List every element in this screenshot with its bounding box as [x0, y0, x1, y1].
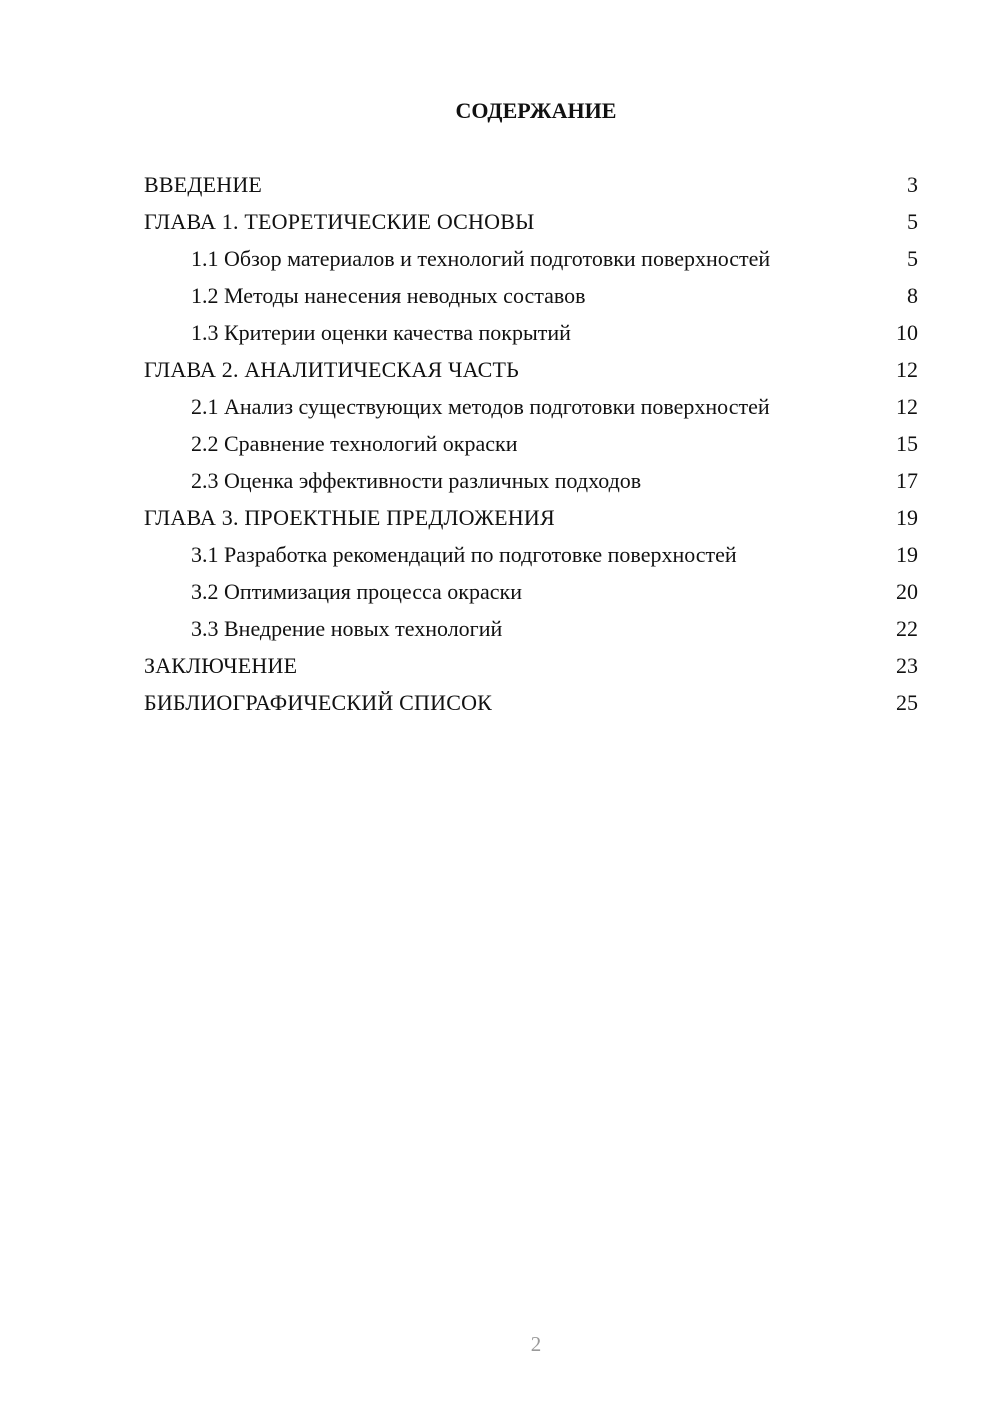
- toc-entry-section-3-2[interactable]: [144, 575, 918, 612]
- toc-entry-title: 2.1 Анализ существующих методов подготовки поверхностей: [191, 394, 770, 419]
- toc-entry-page: 12: [896, 357, 918, 382]
- toc-entry-page: 19: [896, 542, 918, 567]
- toc-entry-section-3-1[interactable]: [144, 538, 918, 575]
- toc-entry-section-2-1[interactable]: [144, 390, 918, 427]
- toc-entry-title: БИБЛИОГРАФИЧЕСКИЙ СПИСОК: [144, 690, 493, 715]
- toc-entry-page: 3: [907, 172, 918, 197]
- toc-entry-chapter-3[interactable]: [144, 501, 918, 538]
- toc-entry-conclusion[interactable]: [144, 649, 918, 686]
- toc-entry-page: 10: [896, 320, 918, 345]
- toc-entry-page: 12: [896, 394, 918, 419]
- toc-entry-title: 2.3 Оценка эффективности различных подходов: [191, 468, 642, 493]
- page-number: 2: [530, 1332, 542, 1356]
- toc-entry-page: 8: [907, 283, 918, 308]
- toc-entry-page: 5: [907, 209, 918, 234]
- table-of-contents: [144, 168, 918, 723]
- toc-entry-page: 20: [896, 579, 918, 604]
- toc-entry-title: 3.3 Внедрение новых технологий: [191, 616, 503, 641]
- toc-entry-chapter-2[interactable]: [144, 353, 918, 390]
- toc-entry-section-1-1[interactable]: [144, 242, 918, 279]
- toc-entry-page: 22: [896, 616, 918, 641]
- toc-entry-title: ГЛАВА 2. АНАЛИТИЧЕСКАЯ ЧАСТЬ: [144, 357, 519, 382]
- toc-entry-title: 2.2 Сравнение технологий окраски: [191, 431, 518, 456]
- toc-entry-section-2-2[interactable]: [144, 427, 918, 464]
- toc-entry-page: 17: [896, 468, 918, 493]
- page-title: СОДЕРЖАНИЕ: [455, 98, 617, 123]
- toc-entry-section-2-3[interactable]: [144, 464, 918, 501]
- toc-entry-title: ГЛАВА 1. ТЕОРЕТИЧЕСКИЕ ОСНОВЫ: [144, 209, 535, 234]
- toc-entry-title: 1.2 Методы нанесения неводных составов: [191, 283, 586, 308]
- toc-entry-title: ГЛАВА 3. ПРОЕКТНЫЕ ПРЕДЛОЖЕНИЯ: [144, 505, 555, 530]
- toc-entry-page: 15: [896, 431, 918, 456]
- toc-entry-page: 5: [907, 246, 918, 271]
- toc-entry-title: ЗАКЛЮЧЕНИЕ: [144, 653, 298, 678]
- toc-entry-page: 19: [896, 505, 918, 530]
- toc-entry-page: 25: [896, 690, 918, 715]
- toc-entry-section-1-2[interactable]: [144, 279, 918, 316]
- toc-entry-chapter-1[interactable]: [144, 205, 918, 242]
- toc-entry-introduction[interactable]: [144, 168, 918, 205]
- toc-entry-title: ВВЕДЕНИЕ: [144, 172, 263, 197]
- toc-entry-title: 1.1 Обзор материалов и технологий подготовки поверхностей: [191, 246, 771, 271]
- toc-entry-title: 3.1 Разработка рекомендаций по подготовке поверхностей: [191, 542, 737, 567]
- toc-entry-page: 23: [896, 653, 918, 678]
- toc-entry-title: 1.3 Критерии оценки качества покрытий: [191, 320, 571, 345]
- toc-entry-section-3-3[interactable]: [144, 612, 918, 649]
- toc-entry-section-1-3[interactable]: [144, 316, 918, 353]
- toc-entry-bibliography[interactable]: [144, 686, 918, 723]
- toc-entry-title: 3.2 Оптимизация процесса окраски: [191, 579, 522, 604]
